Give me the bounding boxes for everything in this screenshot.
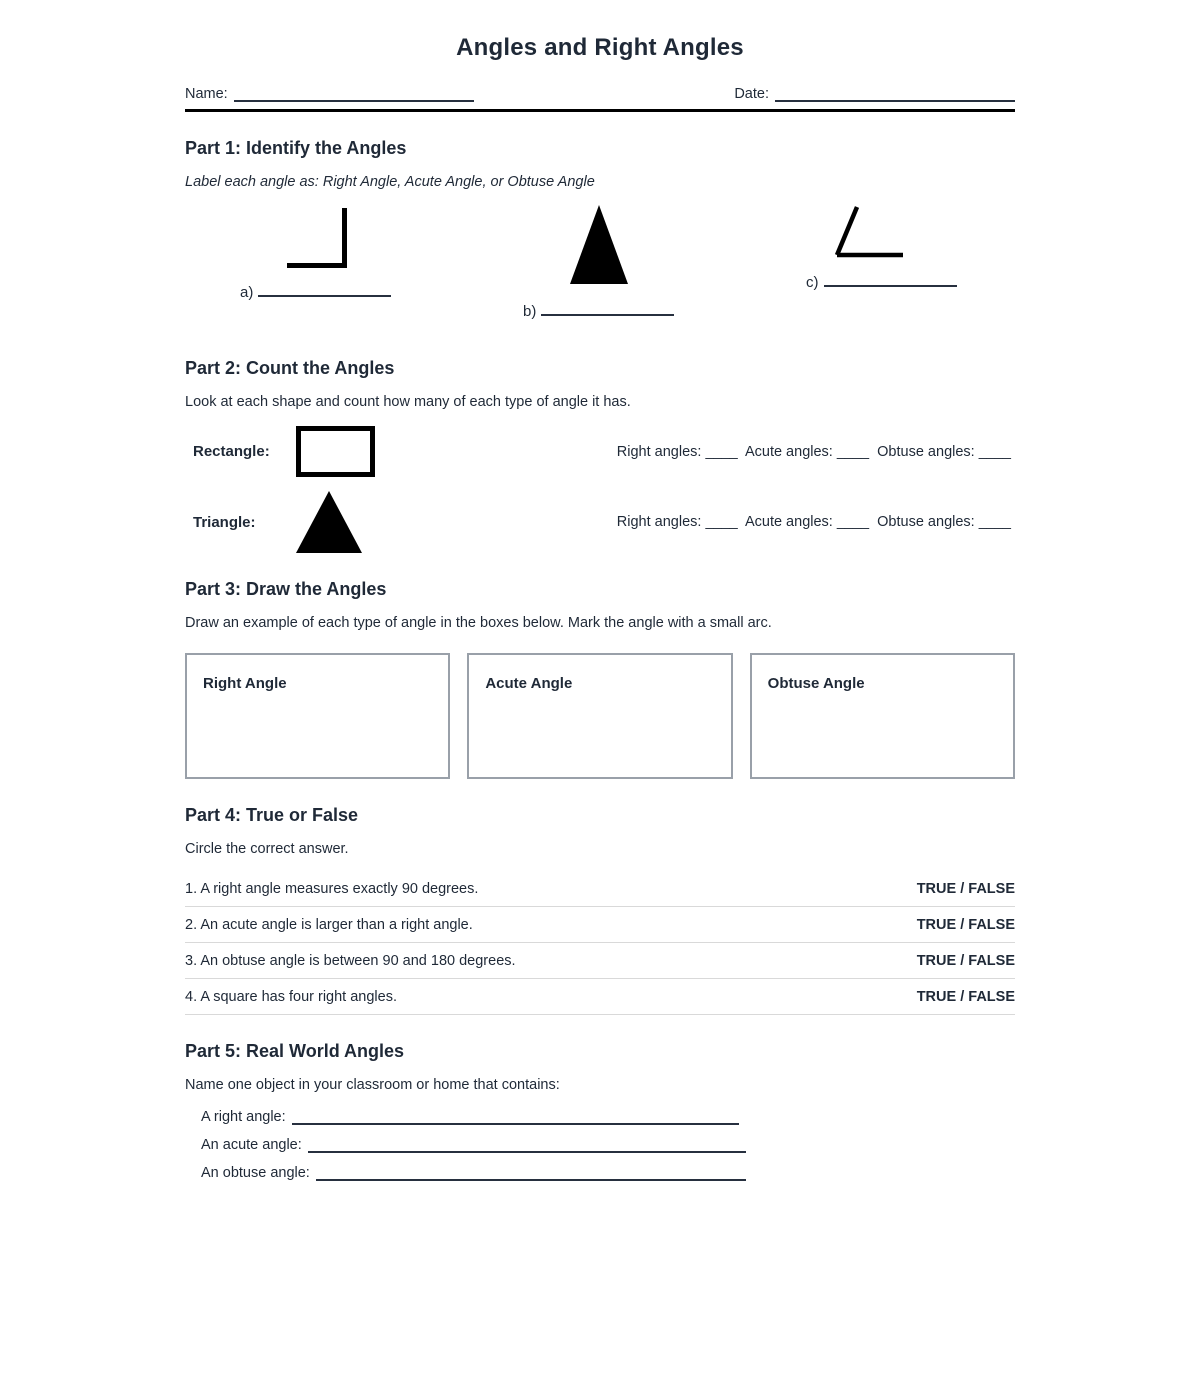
rectangle-label: Rectangle: [193,443,270,460]
date-field [734,86,1015,102]
tf-answer-3: TRUE / FALSE [916,953,1015,969]
triangle-counts [617,514,1015,530]
part5-instruction: Name one object in your classroom or home that contains: [185,1077,560,1093]
draw-box-right-angle [185,653,450,779]
blank-line-c [824,272,957,287]
page-title: Angles and Right Angles [456,34,744,61]
right-angles-blank: ____ [705,443,738,460]
part1-heading: Part 1: Identify the Angles [185,138,407,158]
count-row-triangle [185,491,1015,553]
part1-instruction: Label each angle as: Right Angle, Acute Angle, or Obtuse Angle [185,174,595,190]
tf-statement-2: 2. An acute angle is larger than a right angle. [185,917,473,933]
right-angle-figure [287,208,347,268]
draw-box-acute-angle [467,653,732,779]
part3-instruction: Draw an example of each type of angle in the boxes below. Mark the angle with a small arc. [185,615,772,631]
obtuse-angles-label: Obtuse angles: [877,514,975,530]
answer-blank-c [806,272,957,291]
tf-answer-4: TRUE / FALSE [916,989,1015,1005]
right-angles-label: Right angles: [616,514,702,530]
label-c: c) [806,274,819,291]
tf-statement-1: 1. A right angle measures exactly 90 degrees. [185,881,479,897]
true-false-list [185,871,1015,1015]
acute-angles-blank: ____ [836,514,870,530]
real-world-acute-angle [185,1137,1015,1153]
right-angles-label: Right angles: [616,443,702,460]
name-label: Name: [185,86,228,102]
right-angle-object-label: A right angle: [201,1109,286,1125]
part1-figures [185,200,1015,332]
label-b: b) [523,303,537,320]
date-blank-line [775,87,1015,102]
draw-box-acute-angle-label: Acute Angle [485,675,573,692]
tf-answer-1: TRUE / FALSE [916,881,1015,897]
rectangle-outline-shape [296,426,375,477]
label-a: a) [240,284,254,301]
rectangle-counts [617,444,1015,460]
solid-triangle-figure [570,205,628,284]
answer-blank-b [523,301,674,320]
tf-row-1 [185,871,1015,907]
part3-heading: Part 3: Draw the Angles [185,579,387,599]
real-world-lines [185,1109,1015,1181]
draw-box-obtuse-angle-label: Obtuse Angle [767,675,865,692]
tf-row-2 [185,907,1015,943]
rectangle-shape-holder [296,426,416,477]
part4-instruction: Circle the correct answer. [185,841,349,857]
name-field [185,86,474,102]
triangle-solid-shape [296,491,362,553]
tf-row-4 [185,979,1015,1015]
draw-box-right-angle-label: Right Angle [203,675,287,692]
draw-box-obtuse-angle [750,653,1015,779]
real-world-obtuse-angle [185,1165,1015,1181]
draw-boxes [185,653,1015,779]
part5-heading: Part 5: Real World Angles [185,1041,405,1061]
blank-line-b [541,301,674,316]
worksheet-page [185,0,1015,1181]
obtuse-angles-label: Obtuse angles: [877,443,975,460]
acute-angles-label: Acute angles: [744,514,833,530]
name-date-row [185,86,1015,102]
part2-instruction: Look at each shape and count how many of each type of angle it has. [185,394,631,410]
acute-angle-object-label: An acute angle: [201,1137,302,1153]
tf-answer-2: TRUE / FALSE [916,917,1015,933]
header-divider [185,109,1015,112]
acute-angles-label: Acute angles: [744,443,833,460]
triangle-shape-holder [296,491,416,553]
real-world-right-angle [185,1109,1015,1125]
obtuse-angles-blank: ____ [978,514,1011,530]
acute-angles-blank: ____ [836,443,870,460]
acute-angle-figure [833,202,909,260]
date-label: Date: [734,86,769,102]
tf-statement-3: 3. An obtuse angle is between 90 and 180 degrees. [185,953,516,969]
triangle-label: Triangle: [193,513,256,531]
obtuse-angle-object-label: An obtuse angle: [201,1165,310,1181]
part4-heading: Part 4: True or False [185,805,359,825]
right-angles-blank: ____ [705,514,738,530]
part2-heading: Part 2: Count the Angles [185,358,395,378]
obtuse-angles-blank: ____ [978,443,1011,460]
tf-statement-4: 4. A square has four right angles. [185,989,397,1005]
blank-line-a [258,282,391,297]
tf-row-3 [185,943,1015,979]
name-blank-line [234,87,474,102]
right-angle-object-blank [292,1110,739,1125]
obtuse-angle-object-blank [316,1166,746,1181]
count-row-rectangle [185,426,1015,477]
answer-blank-a [240,282,391,301]
acute-angle-object-blank [308,1138,746,1153]
